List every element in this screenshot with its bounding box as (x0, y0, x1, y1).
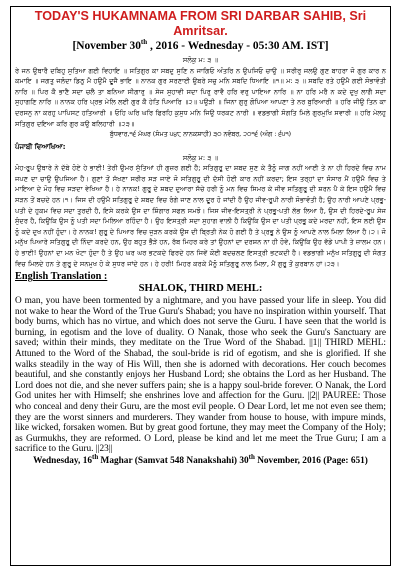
page-title (15, 9, 386, 39)
date-line (15, 39, 386, 53)
footer-part-2: Maghar (Samvat 548 Nanakshahi) 30 (98, 456, 249, 466)
date-sup: th (140, 38, 148, 47)
english-text: O man, you have been tormented by a nightmare, and you have passed your life in sleep. You did not wake to hear the Word of the True Guru's Shabad; you have no inspiration within yourself. That body burns, which has no virtue, and which does not serve the Guru. I have seen that the world is burning, in egotism and the love of duality. O Nanak, those who seek the Guru's Sanctuary are saved; within their minds, they meditate on the True Word of the Shabad. ||1|| THIRD MEHL: Attuned to the Word of the Shabad, the soul-bride is rid of egotism, and she is glorified. If she walks steadily in the way of His Will, then she is adorned with decorations. Her couch becomes beautiful, and she constantly enjoys her Husband Lord; she obtains the Lord as her Husband. The Lord does not die, and she never suffers pain; she is a happy soul-bride forever. O Nanak, the Lord God unites her with Himself; she enshrines love and affection for the Guru. ||2|| PAUREE: Those who conceal and deny their Guru, are the most evil people. O Dear Lord, let me not even see them; they are the worst sinners and murderers. They wander from house to house, with impure minds, like wicked, forsaken women. But by great good fortune, they may meet the Company of the Holy; as Gurmukhs, they are reformed. O Lord, please be kind and let me meet the True Guru; I am a sacrifice to the Guru. ||23|| (15, 296, 386, 455)
gurbani-heading: ਸਲੋਕੁ ਮ: ੩ ॥ (182, 56, 219, 64)
footer-sup-1: th (92, 452, 99, 461)
footer-sup-2: th (248, 452, 255, 461)
footer-part-3: November, 2016 (Page: 651) (254, 456, 368, 466)
punjabi-heading: ਸਲੋਕੁ ਮ: ੩ ॥ (182, 153, 219, 162)
gurbani-text: ਰੇ ਜਨ ਉਥਾਰੈ ਦਬਿਹੁ ਸੁਤਿਆ ਗਈ ਵਿਹਾਇ ॥ ਸਤਿਗੁਰ ਕਾ ਸਬਦੁ ਸੁਣਿ ਨ ਜਾਗਿਓ ਅੰਤਰਿ ਨ ਉਪਜਿਓ ਚਾਉ ॥ ਸਰੀਰੁ ਜਲਉ ਗੁਣ ਬਾਹਰਾ ਜੋ ਗੁਰ ਕਾਰ ਨ ਕਮਾਇ ॥ ਜਗਤੁ ਜਲੰਦਾ ਡਿਠੁ ਮੈ ਹਉਮੈ ਦੂਜੈ ਭਾਇ ॥ ਨਾਨਕ ਗੁਰ ਸਰਣਾਈ ਉਬਰੇ ਸਚੁ ਮਨਿ ਸਬਦਿ ਧਿਆਇ ॥੧॥ ਮ: ੩ ॥ ਸਬਦਿ ਰਤੇ ਹਉਮੈ ਗਈ ਸੋਭਾਵੰਤੀ ਨਾਰਿ ॥ ਪਿਰ ਕੈ ਭਾਣੈ ਸਦਾ ਚਲੈ ਤਾ ਬਨਿਆ ਸੀਗਾਰੁ ॥ ਸੇਜ ਸੁਹਾਵੀ ਸਦਾ ਪਿਰੁ ਰਾਵੈ ਹਰਿ ਵਰੁ ਪਾਇਆ ਨਾਰਿ ॥ ਨਾ ਹਰਿ ਮਰੈ ਨ ਕਦੇ ਦੁਖੁ ਲਾਗੈ ਸਦਾ ਸੁਹਾਗਣਿ ਨਾਰਿ ॥ ਨਾਨਕ ਹਰਿ ਪ੍ਰਭ ਮੇਲਿ ਲਈ ਗੁਰ ਕੈ ਹੇਤਿ ਪਿਆਰਿ ॥੨॥ ਪਉੜੀ ॥ ਜਿਨਾ ਗੁਰੁ ਗੋਪਿਆ ਆਪਣਾ ਤੇ ਨਰ ਬੁਰਿਆਰੀ ॥ ਹਰਿ ਜੀਉ ਤਿਨ ਕਾ ਦਰਸਨੁ ਨਾ ਕਰਹੁ ਪਾਪਿਸਟ ਹਤਿਆਰੀ ॥ ਓਹਿ ਘਰਿ ਘਰਿ ਫਿਰਹਿ ਕੁਸੁਧ ਮਨਿ ਜਿਉ ਧਰਕਟ ਨਾਰੀ ॥ ਵਡਭਾਗੀ ਸੰਗਤਿ ਮਿਲੇ ਗੁਰਮੁਖਿ ਸਵਾਰੀ ॥ ਹਰਿ ਮੇਲਹੁ ਸਤਿਗੁਰ ਦਇਆ ਕਰਿ ਗੁਰ ਕਉ ਬਲਿਹਾਰੀ ॥੨੩॥ (15, 66, 386, 128)
english-label: English Translation : (15, 271, 108, 283)
hukamnama-document (10, 6, 391, 566)
english-footer (15, 452, 386, 467)
footer-part-1: Wednesday, 16 (33, 456, 92, 466)
english-heading: SHALOK, THIRD MEHL: (138, 283, 263, 295)
punjabi-text: ਮੋਹ-ਰੂਪ ਉਥਾਰੇ ਨੇ ਦੱਬੇ ਹੋਏ ਹੇ ਭਾਈ! ਤੇਰੀ ਉਮਰ ਸੁੱਤਿਆਂ ਹੀ ਗੁਜ਼ਰ ਗਈ ਹੈ; ਸਤਿਗੁਰੂ ਦਾ ਸ਼ਬਦ ਸੁਣ ਕੇ ਤੈਨੂੰ ਜਾਗ ਨਹੀਂ ਆਈ ਤੇ ਨਾ ਹੀ ਹਿਰਦੇ ਵਿਚ ਨਾਮ ਜਪਣ ਦਾ ਚਾਉ ਉਪਜਿਆ ਹੈ। ਗੁਣਾਂ ਤੋਂ ਸੱਖਣਾ ਸਰੀਰ ਸੜ ਜਾਏ ਜੋ ਸਤਿਗੁਰੂ ਦੀ ਦੱਸੀ ਹੋਈ ਕਾਰ ਨਹੀਂ ਕਰਦਾ; ਇਸ ਤਰ੍ਹਾਂ ਦਾ ਸੰਸਾਰ ਮੈਂ ਹਉਮੈ ਵਿਚ ਤੇ ਮਾਇਆ ਦੇ ਮੋਹ ਵਿਚ ਸੜਦਾ ਵੇਖਿਆ ਹੈ। ਹੇ ਨਾਨਕ! ਗੁਰੂ ਦੇ ਸ਼ਬਦ ਦੁਆਰਾ ਸੱਚੇ ਹਰੀ ਨੂੰ ਮਨ ਵਿਚ ਸਿਮਰ ਕੇ ਜੀਵ ਸਤਿਗੁਰੂ ਦੀ ਸ਼ਰਨ ਪੈ ਕੇ ਇਸ ਹਉਮੈ ਵਿਚ ਸੜਨ ਤੋਂ ਬਚਦੇ ਹਨ।੧। ਜਿਸ ਦੀ ਹਉਮੈ ਸਤਿਗੁਰੂ ਦੇ ਸ਼ਬਦ ਵਿਚ ਰੰਗੇ ਜਾਣ ਨਾਲ ਦੂਰ ਹੋ ਜਾਂਦੀ ਹੈ ਉਹ ਜੀਵ-ਰੂਪੀ ਨਾਰੀ ਸੋਭਾਵੰਤੀ ਹੈ; ਉਹ ਨਾਰੀ ਆਪਣੇ ਪ੍ਰਭੂ-ਪਤੀ ਦੇ ਹੁਕਮ ਵਿਚ ਸਦਾ ਤੁਰਦੀ ਹੈ, ਇਸੇ ਕਰਕੇ ਉਸ ਦਾ ਸ਼ਿੰਗਾਰ ਸਫਲ ਸਮਝੋ। ਜਿਸ ਜੀਵ-ਇਸਤ੍ਰੀ ਨੇ ਪ੍ਰਭੂ-ਪਤੀ ਲੱਭ ਲਿਆ ਹੈ, ਉਸ ਦੀ ਹਿਰਦੇ-ਰੂਪ ਸੇਜ ਸੁੰਦਰ ਹੈ, ਕਿਉਂਕਿ ਉਸ ਨੂੰ ਪਤੀ ਸਦਾ ਮਿਲਿਆ ਰਹਿੰਦਾ ਹੈ। ਉਹ ਇਸਤ੍ਰੀ ਸਦਾ ਸੁਹਾਗ ਵਾਲੀ ਹੈ ਕਿਉਂਕਿ ਉਸ ਦਾ ਪਤੀ ਪ੍ਰਭੂ ਕਦੇ ਮਰਦਾ ਨਹੀਂ, ਇਸ ਲਈ ਉਸ ਨੂੰ ਕਦੇ ਦੁਖ ਨਹੀਂ ਹੁੰਦਾ। ਹੇ ਨਾਨਕ! ਗੁਰੂ ਦੇ ਪਿਆਰ ਵਿਚ ਜੁੜਨ ਕਰਕੇ ਉਸ ਦੀ ਬ੍ਰਿਤੀ ਨੇਕ ਹੋ ਗਈ ਹੈ ਤੇ ਪ੍ਰਭੂ ਨੇ ਉਸ ਨੂੰ ਆਪਣੇ ਨਾਲ ਮਿਲਾ ਲਿਆ ਹੈ।੨। ਜੋ ਮਨੁੱਖ ਪਿਆਰੇ ਸਤਿਗੁਰੂ ਦੀ ਨਿੰਦਾ ਕਰਦੇ ਹਨ, ਉਹ ਬਹੁਤ ਭੈੜੇ ਹਨ, ਰੱਬ ਮਿਹਰ ਕਰੇ ਤਾਂ ਉਹਨਾਂ ਦਾ ਦਰਸ਼ਨ ਨਾ ਹੀ ਹੋਵੇ, ਕਿਉਂਕਿ ਉਹ ਵੱਡੇ ਪਾਪੀ ਤੇ ਜ਼ਾਲਮ ਹਨ। ਹੇ ਭਾਈ! ਉਹਨਾਂ ਦਾ ਮਨ ਖੋਟਾ ਹੁੰਦਾ ਹੈ ਤੇ ਉਹ ਘਰ ਘਰ ਭਟਕਦੇ ਫਿਰਦੇ ਹਨ ਜਿਵੇਂ ਕੋਈ ਬਦਚਲਣ ਇਸਤ੍ਰੀ ਭਟਕਦੀ ਹੈ। ਵਡਭਾਗੀ ਮਨੁੱਖ ਸਤਿਗੁਰੂ ਦੀ ਸੰਗਤ ਵਿਚ ਮਿਲਦੇ ਹਨ ਤੇ ਗੁਰੂ ਦੇ ਸਨਮੁਖ ਹੋ ਕੇ ਸੁਧਰ ਜਾਂਦੇ ਹਨ। ਹੇ ਹਰੀ! ਮਿਹਰ ਕਰਕੇ ਮੈਨੂੰ ਸਤਿਗੁਰੂ ਨਾਲ ਮਿਲਾ, ਮੈਂ ਗੁਰੂ ਤੋਂ ਕੁਰਬਾਨ ਹਾਂ।੨੩। (15, 164, 386, 268)
title-line-1: TODAY'S HUKAMNAMA FROM SRI DARBAR SAHIB, Sri (34, 9, 367, 23)
date-part-2: , 2016 - Wednesday - 05:30 AM. IST] (147, 40, 329, 52)
gurbani-footer: ਬੁੱਧਵਾਰ,੧੬ ਮੱਘਰ (ਸੰਮਤ ੫੪੮ ਨਾਨਕਸ਼ਾਹੀ) ੩੦ ਨਵੰਬਰ, ੨੦੧੬ (ਅੰਗ : ੬੫੧) (109, 131, 292, 139)
punjabi-label: ਪੰਜਾਬੀ ਵਿਆਖਿਆ: (15, 143, 66, 152)
date-part-1: [November 30 (72, 40, 141, 52)
title-line-2: Amritsar. (173, 24, 228, 38)
